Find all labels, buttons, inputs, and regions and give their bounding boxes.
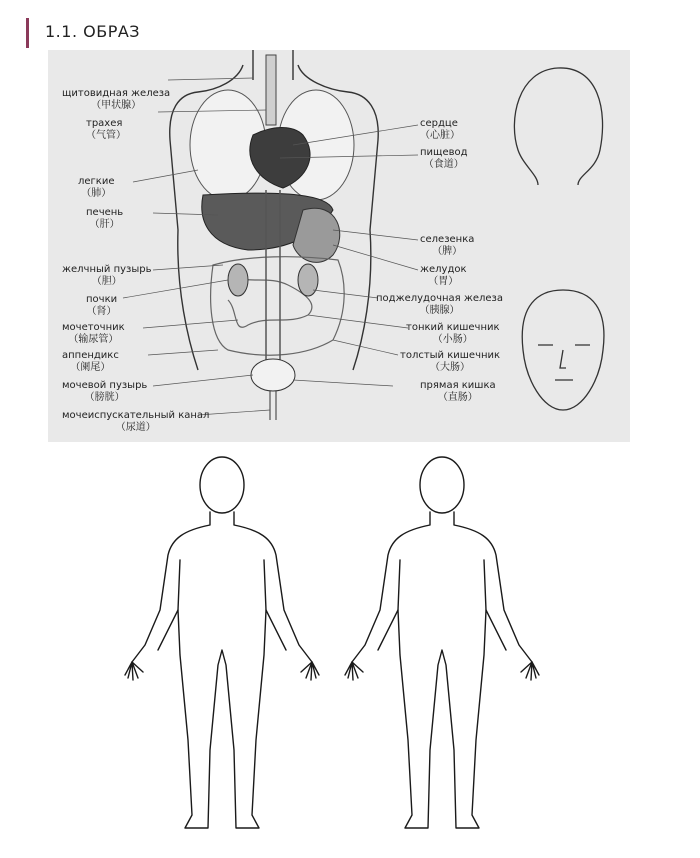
trachea (266, 55, 276, 125)
body-back-outline (345, 457, 539, 828)
back-right-hand (521, 662, 539, 680)
back-legs (398, 610, 486, 828)
body-outlines (0, 450, 700, 850)
head-front (522, 290, 604, 410)
front-torso (132, 512, 312, 662)
front-head (200, 457, 244, 513)
body-front-outline (125, 457, 319, 828)
front-legs (178, 610, 266, 828)
label-appendix: аппендикс （阑尾） (62, 350, 119, 373)
label-esophagus: пищевод （食道） (420, 147, 468, 170)
bladder (251, 359, 295, 391)
front-inner-arms (158, 560, 286, 650)
label-pancreas: поджелудочная железа （胰腺） (376, 293, 503, 316)
label-large-intestine: толстый кишечник （大肠） (400, 350, 501, 373)
label-trachea: трахея （气管） (86, 118, 126, 141)
label-ureter: мочеточник （输尿管） (62, 322, 125, 345)
head-back (514, 68, 602, 185)
label-rectum: прямая кишка （直肠） (420, 380, 496, 403)
label-stomach: желудок （胃） (420, 264, 467, 287)
label-liver: печень （肝） (86, 207, 124, 230)
label-small-intestine: тонкий кишечник （小肠） (406, 322, 500, 345)
urethra (270, 391, 276, 420)
face-nose (560, 350, 566, 368)
section-title: 1.1. ОБРАЗ (45, 22, 141, 41)
label-heart: сердце （心脏） (420, 118, 460, 141)
front-left-hand (125, 662, 143, 680)
back-torso (352, 512, 532, 662)
kidney-left (228, 264, 248, 296)
label-kidneys: почки （肾） (86, 294, 118, 317)
label-bladder: мочевой пузырь （膀胱） (62, 380, 148, 403)
label-urethra: мочеиспускательный канал （尿道） (62, 410, 210, 433)
front-right-hand (301, 662, 319, 680)
section-marker (26, 18, 29, 48)
kidney-right (298, 264, 318, 296)
label-thyroid: щитовидная железа （甲状腺） (62, 88, 171, 111)
back-inner-arms (378, 560, 506, 650)
label-spleen: селезенка （脾） (420, 234, 475, 257)
back-left-hand (345, 662, 363, 680)
anatomy-figure (48, 50, 630, 442)
label-lungs: легкие （肺） (78, 176, 115, 199)
back-head (420, 457, 464, 513)
label-gallbladder: желчный пузырь （胆） (62, 264, 152, 287)
